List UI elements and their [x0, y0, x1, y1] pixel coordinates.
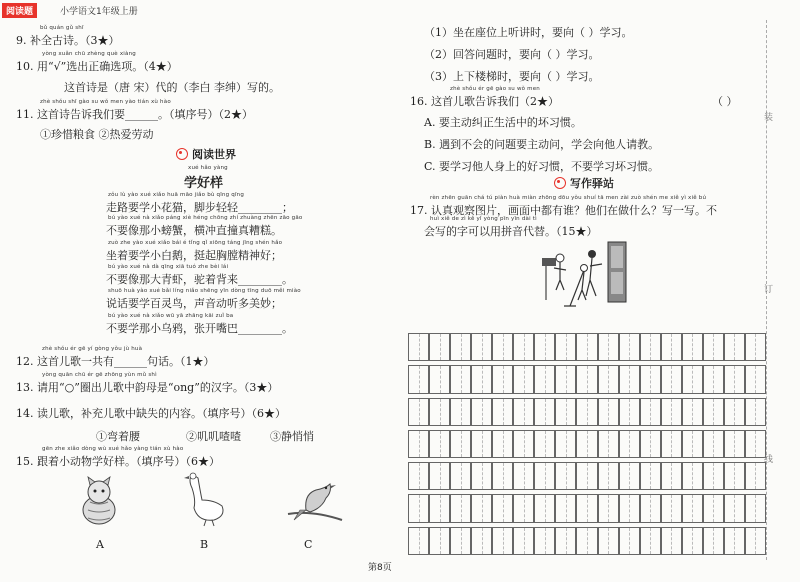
writing-cell[interactable] — [471, 333, 492, 361]
classroom-cleaning-image — [540, 240, 632, 314]
q15-item-2: （2）回答问题时，要向（ ）学习。 — [424, 48, 600, 61]
section-writing-title: 写作驿站 — [570, 177, 614, 190]
writing-cell[interactable] — [555, 494, 576, 522]
writing-cell[interactable] — [640, 462, 661, 490]
writing-cell[interactable] — [471, 494, 492, 522]
writing-cell[interactable] — [450, 398, 471, 426]
writing-cell[interactable] — [534, 333, 555, 361]
writing-cell[interactable] — [703, 333, 724, 361]
writing-cell[interactable] — [450, 430, 471, 458]
writing-cell[interactable] — [745, 430, 766, 458]
q16-option-a: A. 要主动纠正生活中的坏习惯。 — [424, 116, 582, 129]
poem-line-3-pinyin: zuò zhe yào xué xiǎo bái é tǐng qǐ xiōng táng jīng shén hǎo — [108, 240, 283, 246]
writing-cell[interactable] — [619, 462, 640, 490]
q11-pinyin: zhè shǒu shī gào su wǒ men yào tián xù hào — [40, 99, 171, 105]
binding-label-2: 订 — [764, 285, 774, 295]
q13-pinyin: yòng quān chū ér gē zhōng yùn mǔ shì — [42, 372, 157, 378]
question-15: 15. 跟着小动物学好样。（填序号）（6★） — [16, 455, 220, 468]
writing-cell[interactable] — [598, 333, 619, 361]
writing-cell[interactable] — [640, 494, 661, 522]
animal-label-a: A — [96, 538, 104, 551]
writing-cell[interactable] — [745, 398, 766, 426]
writing-cell[interactable] — [534, 527, 555, 555]
writing-cell[interactable] — [619, 494, 640, 522]
writing-cell[interactable] — [513, 365, 534, 393]
writing-cell[interactable] — [492, 430, 513, 458]
poem-line-3: 坐着要学小白鹅，挺起胸膛精神好； — [106, 249, 282, 262]
q9-pinyin: bǔ quán gǔ shī — [40, 25, 84, 31]
writing-cell[interactable] — [450, 494, 471, 522]
q16-answer-paren: （ ） — [712, 95, 738, 108]
writing-cell[interactable] — [661, 527, 682, 555]
writing-cell[interactable] — [598, 527, 619, 555]
brand-label: 阅读题 — [2, 3, 37, 18]
q15-item-1: （1）坐在座位上听讲时，要向（ ）学习。 — [424, 26, 633, 39]
writing-cell[interactable] — [429, 333, 450, 361]
writing-cell[interactable] — [534, 462, 555, 490]
writing-cell[interactable] — [492, 527, 513, 555]
series-title: 小学语文1年级上册 — [60, 7, 138, 17]
writing-cell[interactable] — [576, 462, 597, 490]
q16-option-c: C. 要学习他人身上的好习惯，不要学习坏习惯。 — [424, 160, 660, 173]
question-13: 13. 请用“○”圈出儿歌中韵母是“ong”的汉字。（3★） — [16, 381, 279, 394]
writing-cell[interactable] — [661, 333, 682, 361]
writing-cell[interactable] — [745, 365, 766, 393]
writing-cell[interactable] — [598, 494, 619, 522]
writing-cell[interactable] — [598, 430, 619, 458]
q16-pinyin: zhè shǒu ér gē gào su wǒ men — [450, 86, 540, 92]
writing-cell[interactable] — [703, 494, 724, 522]
writing-cell[interactable] — [661, 494, 682, 522]
writing-cell[interactable] — [619, 333, 640, 361]
writing-cell[interactable] — [576, 527, 597, 555]
writing-cell[interactable] — [450, 462, 471, 490]
writing-cell[interactable] — [513, 333, 534, 361]
question-17-line-1: 17. 认真观察图片，画面中都有谁？他们在做什么？写一写。不 — [410, 204, 717, 217]
writing-cell[interactable] — [640, 365, 661, 393]
writing-cell[interactable] — [513, 527, 534, 555]
writing-cell[interactable] — [619, 365, 640, 393]
poem-line-1: 走路要学小花猫，脚步轻轻________； — [106, 201, 293, 214]
writing-cell[interactable] — [534, 398, 555, 426]
writing-cell[interactable] — [661, 462, 682, 490]
writing-cell[interactable] — [745, 527, 766, 555]
q10-pinyin: yòng xuǎn chū zhèng què xiàng — [42, 51, 136, 57]
writing-cell[interactable] — [745, 462, 766, 490]
question-16: 16. 这首儿歌告诉我们（2★） — [410, 95, 559, 108]
writing-cell[interactable] — [640, 430, 661, 458]
writing-cell[interactable] — [619, 398, 640, 426]
q12-pinyin: zhè shǒu ér gē yí gòng yǒu jù huà — [42, 346, 143, 352]
writing-cell[interactable] — [724, 398, 745, 426]
writing-cell[interactable] — [513, 494, 534, 522]
writing-cell[interactable] — [513, 462, 534, 490]
writing-cell[interactable] — [661, 430, 682, 458]
writing-cell[interactable] — [450, 527, 471, 555]
page-number: 第8页 — [368, 563, 392, 573]
writing-cell[interactable] — [429, 430, 450, 458]
section-reading-world — [176, 146, 236, 162]
writing-cell[interactable] — [408, 398, 429, 426]
q14-option-2: ②叽叽喳喳 — [186, 430, 241, 443]
writing-cell[interactable] — [450, 365, 471, 393]
writing-cell[interactable] — [429, 365, 450, 393]
writing-cell[interactable] — [640, 527, 661, 555]
writing-cell[interactable] — [555, 398, 576, 426]
writing-cell[interactable] — [555, 462, 576, 490]
poem-line-5: 说话要学百灵鸟，声音动听多美妙； — [106, 297, 282, 310]
question-17-line-2: 会写的字可以用拼音代替。（15★） — [424, 225, 598, 238]
writing-cell[interactable] — [745, 333, 766, 361]
q11-options: ①珍惜粮食 ②热爱劳动 — [40, 128, 154, 141]
writing-cell[interactable] — [682, 494, 703, 522]
poem-line-4: 不要像那大青虾，驼着背来________。 — [106, 273, 293, 286]
writing-cell[interactable] — [471, 462, 492, 490]
writing-cell[interactable] — [661, 398, 682, 426]
animal-label-c: C — [304, 538, 313, 551]
writing-cell[interactable] — [513, 430, 534, 458]
q14-option-3: ③静悄悄 — [270, 430, 314, 443]
writing-cell[interactable] — [619, 527, 640, 555]
q16-option-b: B. 遇到不会的问题要主动问，学会向他人请教。 — [424, 138, 660, 151]
writing-cell[interactable] — [598, 365, 619, 393]
writing-cell[interactable] — [429, 462, 450, 490]
poem-line-2-pinyin: bú yào xué nà xiǎo páng xiè héng chōng zhí zhuàng zhēn zāo gāo — [108, 215, 303, 221]
writing-grid[interactable] — [408, 333, 766, 545]
binding-label-1: 装 — [764, 113, 774, 123]
q15-pinyin: gēn zhe xiǎo dòng wù xué hǎo yàng tián xù hào — [42, 446, 184, 452]
writing-cell[interactable] — [408, 365, 429, 393]
writing-cell[interactable] — [555, 365, 576, 393]
poem-line-5-pinyin: shuō huà yào xué bǎi líng niǎo shēng yīn dòng tīng duō měi miào — [108, 288, 301, 294]
writing-cell[interactable] — [724, 430, 745, 458]
question-14: 14. 读儿歌，补充儿歌中缺失的内容。（填序号）（6★） — [16, 407, 286, 420]
poem-line-4-pinyin: bú yào xué nà dà qīng xiā tuó zhe bèi lái — [108, 264, 229, 270]
writing-cell[interactable] — [534, 430, 555, 458]
writing-cell[interactable] — [534, 365, 555, 393]
page-header — [0, 0, 400, 20]
writing-cell[interactable] — [703, 398, 724, 426]
writing-cell[interactable] — [555, 430, 576, 458]
writing-cell[interactable] — [598, 398, 619, 426]
question-11: 11. 这首诗告诉我们要______。（填序号）（2★） — [16, 108, 253, 121]
writing-cell[interactable] — [598, 462, 619, 490]
question-10: 10. 用“√”选出正确选项。（4★） — [16, 60, 178, 73]
q10-statement: 这首诗是（唐 宋）代的（李白 李绅）写的。 — [64, 81, 280, 94]
writing-cell[interactable] — [724, 365, 745, 393]
writing-cell[interactable] — [576, 398, 597, 426]
writing-cell[interactable] — [555, 527, 576, 555]
cat-image — [76, 476, 122, 526]
section-reading-title: 阅读世界 — [192, 148, 236, 161]
writing-cell[interactable] — [471, 365, 492, 393]
writing-cell[interactable] — [682, 333, 703, 361]
writing-cell[interactable] — [682, 430, 703, 458]
writing-cell[interactable] — [408, 333, 429, 361]
writing-cell[interactable] — [408, 527, 429, 555]
writing-cell[interactable] — [534, 494, 555, 522]
animal-label-b: B — [200, 538, 209, 551]
writing-cell[interactable] — [471, 527, 492, 555]
writing-cell[interactable] — [661, 365, 682, 393]
question-12: 12. 这首儿歌一共有______句话。（1★） — [16, 355, 215, 368]
writing-cell[interactable] — [450, 333, 471, 361]
writing-cell[interactable] — [492, 462, 513, 490]
poem-title-pinyin: xué hǎo yàng — [188, 165, 228, 171]
writing-cell[interactable] — [640, 398, 661, 426]
poem-line-2: 不要像那小螃蟹，横冲直撞真糟糕。 — [106, 224, 282, 237]
writing-cell[interactable] — [682, 527, 703, 555]
bird-image — [286, 480, 344, 524]
q14-option-1: ①弯着腰 — [96, 430, 140, 443]
question-9: 9. 补全古诗。（3★） — [16, 34, 120, 47]
flower-icon — [176, 148, 188, 160]
writing-cell[interactable] — [513, 398, 534, 426]
writing-cell[interactable] — [555, 333, 576, 361]
writing-cell[interactable] — [408, 462, 429, 490]
writing-cell[interactable] — [682, 398, 703, 426]
q17-pinyin-2: huì xiě de zì kě yǐ yòng pīn yīn dài tì — [430, 216, 537, 222]
writing-cell[interactable] — [703, 365, 724, 393]
writing-cell[interactable] — [576, 494, 597, 522]
q17-pinyin-1: rèn zhēn guān chá tú piàn huà miàn zhōng dōu yǒu shuí tā men zài zuò shén me xiě yì xiě bú — [430, 195, 707, 201]
writing-cell[interactable] — [703, 430, 724, 458]
writing-cell[interactable] — [682, 365, 703, 393]
writing-cell[interactable] — [429, 398, 450, 426]
section-writing-station — [554, 175, 614, 191]
writing-cell[interactable] — [703, 527, 724, 555]
goose-image — [184, 470, 228, 528]
writing-cell[interactable] — [724, 527, 745, 555]
writing-cell[interactable] — [576, 365, 597, 393]
writing-cell[interactable] — [492, 365, 513, 393]
writing-cell[interactable] — [492, 398, 513, 426]
writing-cell[interactable] — [471, 430, 492, 458]
writing-cell[interactable] — [429, 527, 450, 555]
writing-cell[interactable] — [724, 462, 745, 490]
writing-cell[interactable] — [492, 494, 513, 522]
writing-cell[interactable] — [576, 430, 597, 458]
writing-cell[interactable] — [703, 462, 724, 490]
writing-cell[interactable] — [408, 430, 429, 458]
writing-cell[interactable] — [471, 398, 492, 426]
poem-title: 学好样 — [184, 176, 224, 191]
writing-cell[interactable] — [619, 430, 640, 458]
writing-cell[interactable] — [492, 333, 513, 361]
writing-cell[interactable] — [640, 333, 661, 361]
binding-label-3: 线 — [764, 455, 774, 465]
flower-icon — [554, 177, 566, 189]
poem-line-6-pinyin: bú yào xué nà xiǎo wū yā zhāng kāi zuǐ ba — [108, 313, 234, 319]
writing-cell[interactable] — [429, 494, 450, 522]
poem-line-1-pinyin: zǒu lù yào xué xiǎo huā māo jiǎo bù qīng qīng — [108, 192, 245, 198]
writing-cell[interactable] — [745, 494, 766, 522]
writing-cell[interactable] — [682, 462, 703, 490]
q15-item-3: （3）上下楼梯时，要向（ ）学习。 — [424, 70, 600, 83]
writing-cell[interactable] — [724, 494, 745, 522]
writing-cell[interactable] — [576, 333, 597, 361]
poem-line-6: 不要学那小乌鸦，张开嘴巴________。 — [106, 322, 293, 335]
writing-cell[interactable] — [724, 333, 745, 361]
writing-cell[interactable] — [408, 494, 429, 522]
